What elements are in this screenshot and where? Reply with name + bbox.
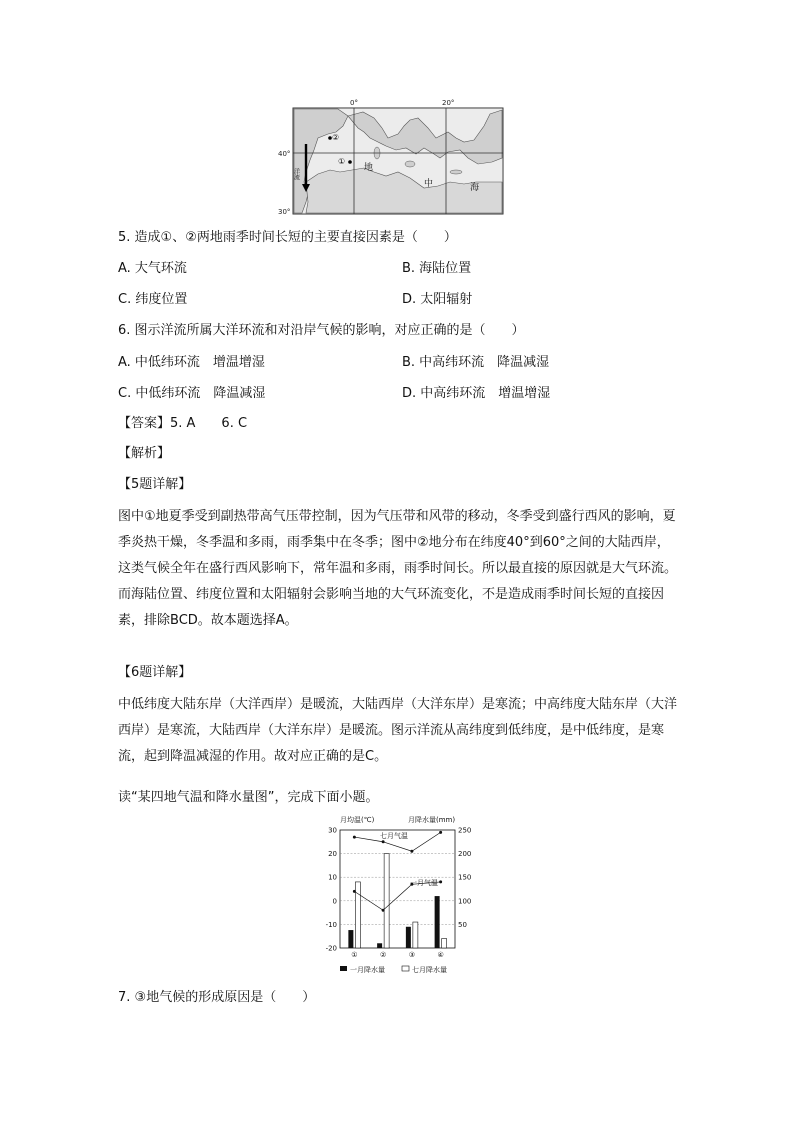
chart-category-label: ② <box>379 951 387 959</box>
chart-left-tick: 20 <box>328 850 337 859</box>
chart-left-tick: 10 <box>328 873 337 882</box>
q6-detail-text: 中低纬度大陆东岸（大洋西岸）是暖流，大陆西岸（大洋东岸）是寒流；中高纬度大陆东岸（大洋西岸）是寒流，大陆西岸（大洋东岸）是暖流。图示洋流从高纬度到低纬度，是中低纬度，是寒流，起到降温减湿的作用。故对应正确的是C。 <box>118 697 678 764</box>
q6-option-b: B. 中高纬环流 降温减湿 <box>402 355 550 370</box>
legend-jul-swatch <box>402 966 409 971</box>
q5-option-c: C. 纬度位置 <box>118 292 188 307</box>
bar-jul-precip <box>384 854 389 948</box>
q5-stem: 5. 造成①、②两地雨季时间长短的主要直接因素是（ ） <box>118 230 457 245</box>
q5-option-b: B. 海陆位置 <box>402 261 472 276</box>
chart-july-temp-label: 七月气温 <box>380 832 408 840</box>
map-lon-20: 20° <box>442 99 455 107</box>
chart-jan-temp-label: 一月气温 <box>410 879 438 887</box>
q5-option-a: A. 大气环流 <box>118 261 187 276</box>
chart-right-tick: 100 <box>458 897 472 906</box>
map-label-zhong: 中 <box>424 179 434 189</box>
map-lat-30: 30° <box>278 208 291 216</box>
chart-left-tick: 30 <box>328 826 337 835</box>
chart-right-axis-label: 月降水量(mm) <box>408 816 456 824</box>
bar-jan-precip <box>435 896 440 948</box>
map-label-hai: 海 <box>470 183 480 193</box>
q5-detail-text: 图中①地夏季受到副热带高气压带控制，因为气压带和风带的移动，冬季受到盛行西风的影响，夏季炎热干燥，冬季温和多雨，雨季集中在冬季；图中②地分布在纬度40°到60°之间的大陆西岸，这类气候全年在盛行西风影响下，常年温和多雨，雨季时间长。所以最直接的原因就是大气环流。而海陆位置、纬度位置和太阳辐射会影响当地的大气环流变化，不是造成雨季时间长短的直接因素，排除BCD。故本题选择A。 <box>118 509 678 628</box>
q6-detail-heading: 【6题详解】 <box>118 665 192 680</box>
map-point1: ① <box>338 157 346 166</box>
map-lon-0: 0° <box>350 99 358 107</box>
map-lat-40: 40° <box>278 150 291 158</box>
q6-option-c: C. 中低纬环流 降温减湿 <box>118 386 266 401</box>
chart-left-axis-label: 月均温(℃) <box>340 816 375 824</box>
jan-temp-point <box>382 909 385 912</box>
q6-stem: 6. 图示洋流所属大洋环流和对沿岸气候的影响，对应正确的是（ ） <box>118 323 525 338</box>
chart-right-tick: 250 <box>458 826 472 835</box>
chart-intro: 读“某四地气温和降水量图”，完成下面小题。 <box>118 790 379 805</box>
bar-jan-precip <box>377 943 382 948</box>
bar-jan-precip <box>348 930 353 948</box>
mediterranean-map <box>278 98 510 218</box>
jan-temp-point <box>439 880 442 883</box>
chart-right-tick: 150 <box>458 873 472 882</box>
q6-option-d: D. 中高纬环流 增温增湿 <box>402 386 551 401</box>
map-point2: ② <box>332 133 340 142</box>
chart-right-tick: 200 <box>458 850 472 859</box>
chart-left-tick: -10 <box>325 920 337 929</box>
legend-jan-swatch <box>340 966 347 971</box>
july-temp-point <box>382 840 385 843</box>
q5-detail-heading: 【5题详解】 <box>118 477 192 492</box>
chart-category-label: ③ <box>408 951 416 959</box>
july-temp-point <box>353 836 356 839</box>
legend-jan-label: 一月降水量 <box>350 966 385 974</box>
bar-jul-precip <box>355 882 360 948</box>
answer-line: 【答案】5. A 6. C <box>118 416 248 431</box>
bar-jul-precip <box>442 939 447 948</box>
bar-jul-precip <box>413 922 418 948</box>
climate-chart <box>310 814 500 978</box>
q7-stem: 7. ③地气候的形成原因是（ ） <box>118 990 316 1005</box>
chart-category-label: ④ <box>437 951 444 959</box>
july-temp-point <box>439 831 442 834</box>
chart-left-tick: 0 <box>332 897 337 906</box>
bar-jan-precip <box>406 927 411 948</box>
q5-option-d: D. 太阳辐射 <box>402 292 473 307</box>
map-label-di: 地 <box>364 163 374 173</box>
july-temp-point <box>410 850 413 853</box>
legend-jul-label: 七月降水量 <box>412 966 447 974</box>
map-label-current: 洋流 <box>292 168 300 180</box>
jan-temp-point <box>353 890 356 893</box>
analysis-heading: 【解析】 <box>118 446 171 461</box>
chart-left-tick: -20 <box>325 944 337 953</box>
chart-right-tick: 50 <box>458 920 467 929</box>
q6-option-a: A. 中低纬环流 增温增湿 <box>118 355 265 370</box>
chart-category-label: ① <box>351 951 358 959</box>
